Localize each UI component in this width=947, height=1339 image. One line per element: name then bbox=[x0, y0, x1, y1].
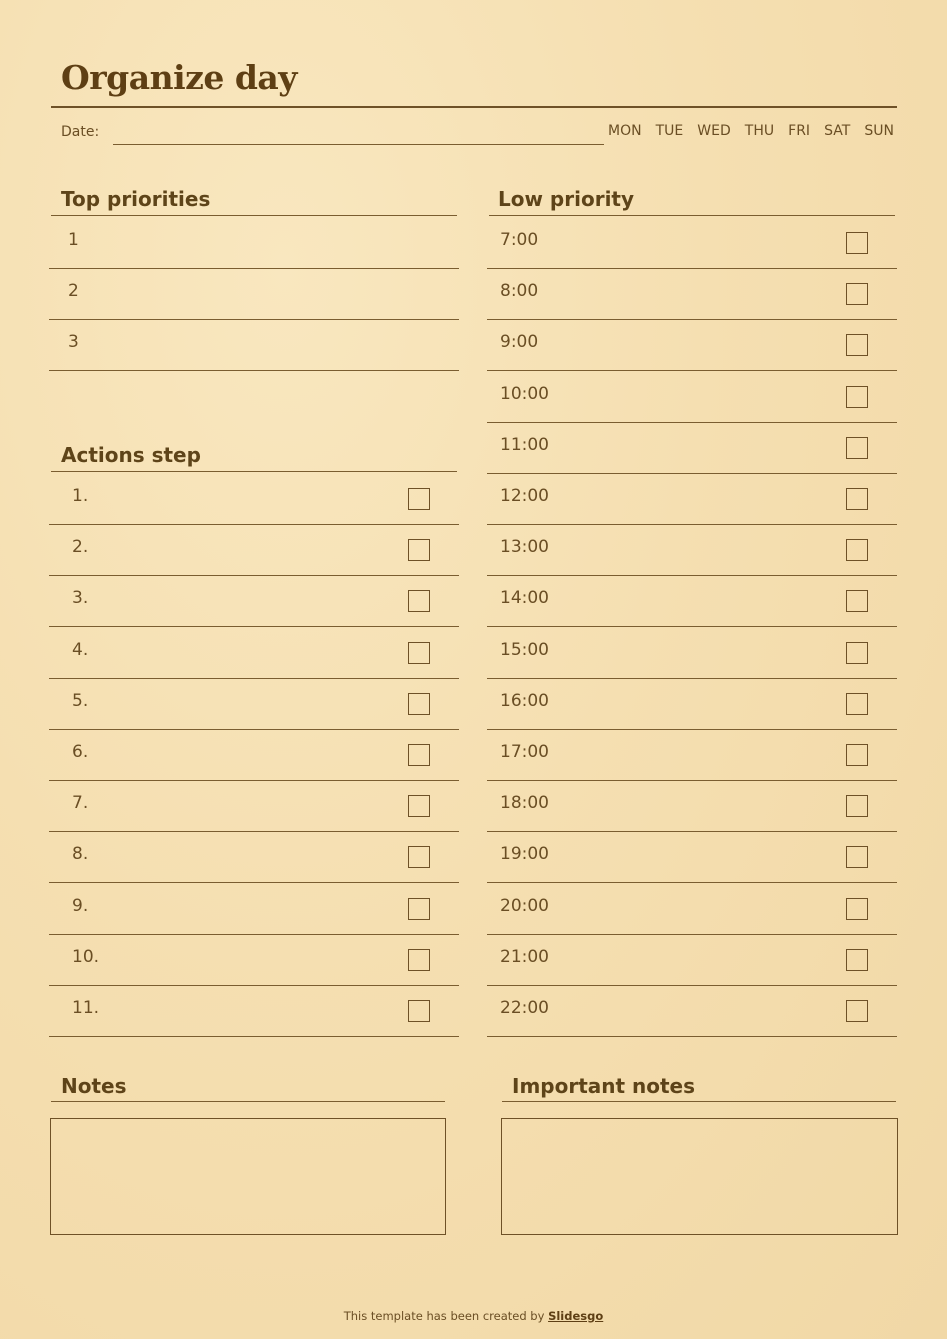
time-label: 15:00 bbox=[500, 639, 549, 660]
time-label: 21:00 bbox=[500, 946, 549, 967]
checkbox[interactable] bbox=[846, 386, 868, 408]
action-number: 7. bbox=[72, 793, 89, 814]
date-label: Date: bbox=[61, 124, 100, 140]
checkbox[interactable] bbox=[408, 642, 430, 664]
date-field-line[interactable] bbox=[113, 144, 604, 145]
priority-number: 1 bbox=[68, 230, 79, 250]
time-slot-row bbox=[487, 730, 897, 781]
checkbox[interactable] bbox=[408, 590, 430, 612]
checkbox[interactable] bbox=[846, 437, 868, 459]
checkbox[interactable] bbox=[408, 1000, 430, 1022]
time-label: 12:00 bbox=[500, 486, 549, 506]
important-notes-divider bbox=[502, 1101, 896, 1102]
time-slot-row bbox=[487, 832, 897, 883]
time-slot-row bbox=[487, 423, 897, 474]
day-tue[interactable]: TUE bbox=[655, 123, 684, 139]
top-priorities-heading: Top priorities bbox=[61, 187, 211, 211]
checkbox[interactable] bbox=[846, 642, 868, 664]
day-thu[interactable]: THU bbox=[744, 123, 775, 139]
time-slot-row bbox=[487, 525, 897, 576]
checkbox[interactable] bbox=[408, 693, 430, 715]
time-label: 19:00 bbox=[500, 844, 549, 865]
time-slot-row bbox=[487, 372, 897, 423]
action-row bbox=[49, 884, 459, 935]
day-mon[interactable]: MON bbox=[608, 123, 642, 139]
checkbox[interactable] bbox=[846, 232, 868, 254]
checkbox[interactable] bbox=[846, 488, 868, 510]
time-slot-row bbox=[487, 474, 897, 525]
action-number: 5. bbox=[72, 690, 89, 711]
priority-row[interactable] bbox=[49, 320, 459, 371]
page-title: Organize day bbox=[61, 58, 297, 97]
time-label: 22:00 bbox=[500, 998, 549, 1018]
priority-row[interactable] bbox=[49, 269, 459, 320]
time-slot-row bbox=[487, 679, 897, 730]
checkbox[interactable] bbox=[408, 795, 430, 817]
day-fri[interactable]: FRI bbox=[788, 123, 811, 139]
action-row bbox=[49, 986, 459, 1037]
important-notes-heading: Important notes bbox=[512, 1074, 696, 1098]
checkbox[interactable] bbox=[846, 846, 868, 868]
time-label: 7:00 bbox=[500, 230, 539, 250]
footer-credit bbox=[0, 1309, 947, 1323]
time-slot-row bbox=[487, 884, 897, 935]
action-number: 10. bbox=[72, 946, 100, 967]
time-label: 13:00 bbox=[500, 537, 549, 558]
action-row bbox=[49, 474, 459, 525]
action-row bbox=[49, 576, 459, 627]
action-number: 8. bbox=[72, 844, 89, 865]
checkbox[interactable] bbox=[408, 488, 430, 510]
time-label: 16:00 bbox=[500, 690, 549, 711]
notes-box[interactable] bbox=[50, 1118, 446, 1235]
action-row bbox=[49, 628, 459, 679]
action-number: 4. bbox=[72, 639, 89, 660]
checkbox[interactable] bbox=[408, 539, 430, 561]
action-row bbox=[49, 832, 459, 883]
action-number: 1. bbox=[72, 486, 89, 506]
action-number: 9. bbox=[72, 895, 89, 916]
time-label: 10:00 bbox=[500, 383, 549, 404]
action-number: 11. bbox=[72, 998, 100, 1018]
actions-step-divider bbox=[51, 471, 457, 472]
time-slot-row bbox=[487, 320, 897, 371]
checkbox[interactable] bbox=[846, 795, 868, 817]
footer-text: This template has been created by bbox=[343, 1309, 549, 1323]
checkbox[interactable] bbox=[846, 949, 868, 971]
time-slot-row bbox=[487, 781, 897, 832]
time-slot-row bbox=[487, 269, 897, 320]
checkbox[interactable] bbox=[846, 334, 868, 356]
day-sat[interactable]: SAT bbox=[824, 123, 851, 139]
action-row bbox=[49, 781, 459, 832]
checkbox[interactable] bbox=[846, 744, 868, 766]
checkbox[interactable] bbox=[408, 949, 430, 971]
priority-row[interactable] bbox=[49, 218, 459, 269]
day-sun[interactable]: SUN bbox=[864, 123, 894, 139]
checkbox[interactable] bbox=[846, 283, 868, 305]
time-label: 17:00 bbox=[500, 742, 549, 762]
checkbox[interactable] bbox=[408, 744, 430, 766]
action-row bbox=[49, 730, 459, 781]
title-divider bbox=[51, 106, 897, 108]
actions-step-heading: Actions step bbox=[61, 443, 201, 467]
time-label: 9:00 bbox=[500, 332, 539, 353]
time-slot-row bbox=[487, 628, 897, 679]
day-wed[interactable]: WED bbox=[697, 123, 731, 139]
checkbox[interactable] bbox=[846, 898, 868, 920]
time-label: 20:00 bbox=[500, 895, 549, 916]
checkbox[interactable] bbox=[846, 539, 868, 561]
time-label: 11:00 bbox=[500, 434, 549, 455]
checkbox[interactable] bbox=[846, 693, 868, 715]
action-row bbox=[49, 525, 459, 576]
checkbox[interactable] bbox=[408, 898, 430, 920]
action-number: 2. bbox=[72, 537, 89, 558]
time-label: 14:00 bbox=[500, 588, 549, 609]
action-row bbox=[49, 935, 459, 986]
time-slot-row bbox=[487, 218, 897, 269]
action-number: 6. bbox=[72, 742, 89, 762]
low-priority-heading: Low priority bbox=[498, 187, 635, 211]
notes-heading: Notes bbox=[61, 1074, 127, 1098]
time-slot-row bbox=[487, 935, 897, 986]
checkbox[interactable] bbox=[408, 846, 430, 868]
priority-number: 3 bbox=[68, 332, 79, 352]
weekday-selector bbox=[606, 123, 896, 139]
time-slot-row bbox=[487, 576, 897, 627]
time-label: 8:00 bbox=[500, 281, 539, 302]
action-row bbox=[49, 679, 459, 730]
checkbox[interactable] bbox=[846, 590, 868, 612]
notes-divider bbox=[51, 1101, 445, 1102]
time-slot-row bbox=[487, 986, 897, 1037]
top-priorities-divider bbox=[51, 215, 457, 216]
slidesgo-link[interactable]: Slidesgo bbox=[548, 1309, 604, 1323]
time-label: 18:00 bbox=[500, 793, 549, 814]
action-number: 3. bbox=[72, 588, 89, 609]
important-notes-box[interactable] bbox=[501, 1118, 898, 1235]
checkbox[interactable] bbox=[846, 1000, 868, 1022]
priority-number: 2 bbox=[68, 281, 79, 301]
low-priority-divider bbox=[489, 215, 895, 216]
